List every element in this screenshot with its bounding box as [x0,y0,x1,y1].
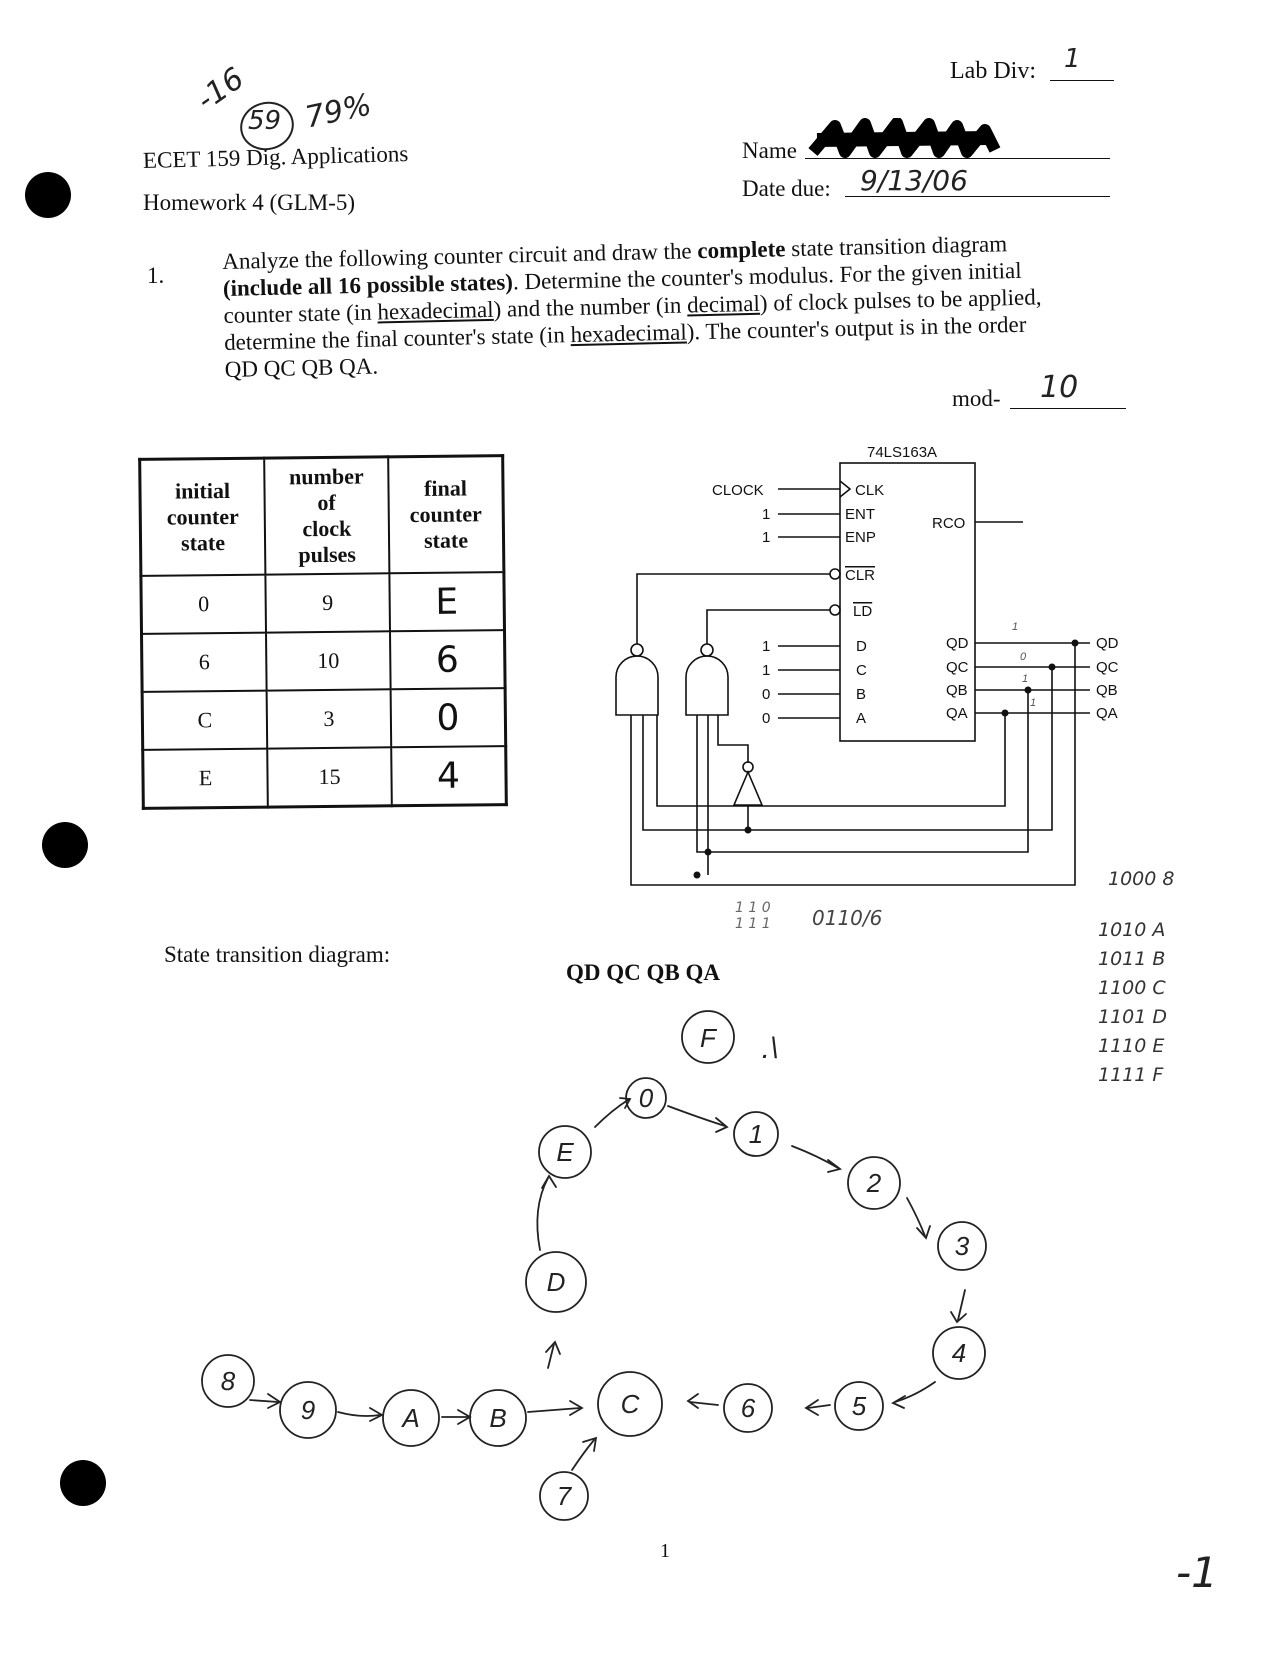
junction-dot [1025,687,1032,694]
junction-dot [745,827,752,834]
margin-bit: 1 [1030,697,1037,709]
arrow-9-to-a [338,1412,380,1416]
pin-a: A [856,710,867,727]
a-input-value: 0 [762,710,771,727]
arrow-1-to-2 [792,1146,838,1168]
scratch-list-item: 1100 C [1098,977,1166,999]
state-label-d: D [546,1267,566,1297]
name-redaction-scribble [805,118,1005,160]
state-label-9: 9 [300,1395,316,1425]
question-line-5: QD QC QB QA. [224,353,379,382]
mod-line [1010,408,1126,409]
grade-deduction: -16 [190,61,251,118]
state-label-5: 5 [851,1391,867,1421]
scratch-bits-2: 1 1 1 [735,916,771,932]
scratch-list-item: 1010 A [1098,919,1166,941]
initial-state-cell: 0 [141,575,266,634]
clock-pulses-cell: 3 [267,689,392,748]
pin-clk: CLK [855,482,885,499]
c-input-value: 1 [762,662,771,679]
binder-hole-top [25,172,71,218]
clock-pulses-cell: 15 [267,747,392,807]
state-label-1: 1 [748,1119,764,1149]
counter-table-header [140,456,504,576]
pin-b: B [856,686,867,703]
state-transition-diagram [180,990,1000,1530]
pin-qd: QD [946,635,969,652]
course-title: ECET 159 Dig. Applications [142,141,409,173]
junction-dot [1049,664,1056,671]
state-label-3: 3 [954,1231,970,1261]
state-label-6: 6 [740,1393,756,1423]
counter-circuit-schematic [600,430,1160,890]
question-line-3: counter state (in hexadecimal) and the number (in decimal) of clock pulses to be applied, [223,284,1042,328]
pin-ld: LD [853,603,873,620]
page-number: 1 [660,1540,670,1562]
pin-enp: ENP [845,529,876,546]
mod-label: mod- [952,386,1001,411]
state-diagram-label: State transition diagram: [164,942,391,967]
margin-bit: 0 [1020,651,1027,663]
arrow-e-to-0 [595,1100,628,1127]
d-input-value: 1 [762,638,771,655]
question-line-1: Analyze the following counter circuit and draw the complete state transition diagram [222,231,1008,274]
header-final: final counter state [388,456,504,574]
arrow-b-to-c [528,1408,580,1412]
name-label: Name [742,138,797,163]
state-label-8: 8 [220,1366,236,1396]
state-label-4: 4 [951,1338,967,1368]
binder-hole-bottom [60,1460,106,1506]
chip-label: 74LS163A [867,444,938,461]
corner-mark: -1 [1176,1548,1218,1597]
question-text [222,228,1125,383]
margin-bit: 1 [1012,621,1019,633]
table-row [143,746,507,808]
junction-dot [1002,710,1009,717]
header-pulses: number of clock pulses [264,457,389,575]
pin-ent: ENT [845,506,875,523]
state-label-2: 2 [866,1168,882,1198]
output-qd: QD [1096,635,1119,652]
state-label-f: F [700,1023,716,1053]
junction-dot [694,872,701,879]
state-label-e: E [556,1137,574,1167]
scratch-bits: 1 1 0 [735,900,771,916]
pin-c: C [856,662,867,679]
pin-qb: QB [946,682,968,699]
grade-percent: 79% [302,87,375,136]
counter-table [138,454,508,810]
final-state-cell: 4 [391,746,506,806]
junction-dot [705,849,712,856]
final-state-cell: E [389,572,504,631]
pin-d: D [856,638,867,655]
scratch-list-item: 1000 8 [1108,868,1175,890]
arrow-2-to-3 [907,1198,925,1236]
scratch-list-item: 1011 B [1098,948,1166,970]
pin-rco: RCO [932,515,966,532]
homework-title: Homework 4 (GLM-5) [143,190,356,215]
header-initial: initial counter state [140,458,266,576]
mod-value: 10 [1040,370,1079,405]
final-state-cell: 0 [391,688,506,747]
output-qa: QA [1096,705,1118,722]
question-line-4: determine the final counter's state (in hexadecimal). The counter's output is in the order [223,311,1027,355]
pin-clr: CLR [845,567,876,584]
date-due-label: Date due: [742,176,831,201]
pin-qa: QA [946,705,968,722]
arrow-8-to-9 [250,1400,278,1402]
state-label-0: 0 [638,1083,654,1113]
table-row [142,630,506,692]
table-row [141,572,505,634]
question-number: 1. [147,263,165,288]
grade-score: 59 [248,106,282,136]
arrow-0-to-1 [668,1106,725,1126]
arrow-d-to-e [537,1178,548,1250]
scratch-list-item: 1111 F [1098,1064,1164,1086]
clock-pulses-cell: 10 [266,631,391,690]
state-label-b: B [489,1403,507,1433]
b-input-value: 0 [762,686,771,703]
lab-div-line [1050,80,1114,81]
date-due-value: 9/13/06 [860,164,968,197]
binder-hole-middle [42,822,88,868]
scratch-value: 0110/6 [812,906,883,930]
lab-div-value: 1 [1064,44,1081,74]
initial-state-cell: E [143,749,268,809]
output-qc: QC [1096,659,1119,676]
state-label-a: A [402,1403,420,1433]
scratch-list [1098,865,1174,1090]
final-state-cell: 6 [390,630,505,689]
pin-qc: QC [946,659,969,676]
state-label-7: 7 [556,1481,572,1511]
initial-state-cell: C [142,691,267,750]
initial-state-cell: 6 [142,633,267,692]
clock-pulses-cell: 9 [265,573,390,632]
ent-input-value: 1 [762,506,771,523]
margin-bit: 1 [1022,673,1029,685]
state-f-annotation: .\ [761,1032,779,1065]
output-qb: QB [1096,682,1118,699]
state-diagram-heading: QD QC QB QA [566,960,720,985]
lab-div-label: Lab Div: [950,58,1036,84]
state-label-c: C [620,1389,640,1419]
scratch-list-item: 1101 D [1098,1006,1168,1028]
junction-dot [1072,640,1079,647]
enp-input-value: 1 [762,529,771,546]
scratch-list-item: 1110 E [1098,1035,1165,1057]
arrow-7-to-c [572,1440,594,1470]
question-line-2: (include all 16 possible states). Determine the counter's modulus. For the given initial [222,257,1022,301]
clock-label: CLOCK [712,482,764,499]
table-row [142,688,506,750]
